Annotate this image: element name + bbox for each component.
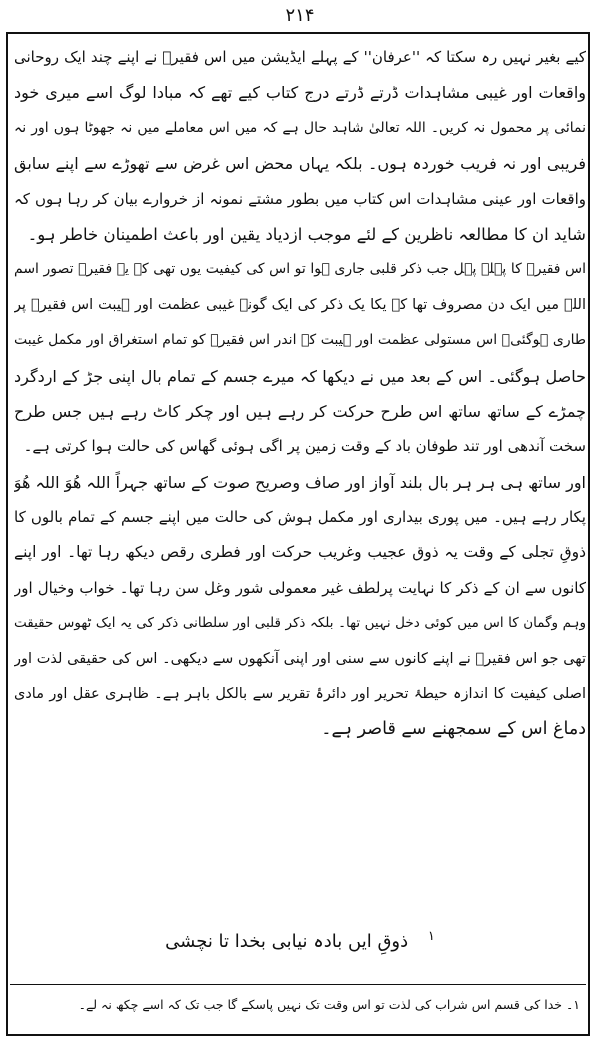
verse-text: ذوقِ ایں بادہ نیابی بخدا تا نچشی	[165, 931, 409, 952]
body-text	[14, 40, 586, 748]
text-line: پکار رہے ہیں۔ میں پوری بیداری اور مکمل ہوش کی حالت میں اپنے جسم کے تمام بالوں کا	[14, 508, 586, 527]
paragraph	[14, 40, 586, 252]
text-line: وہم وگمان کا اس میں کوئی دخل نہیں تھا۔ بلکہ ذکر قلبی اور سلطانی ذکر کی یہ ایک ٹھوس حقیقت	[14, 615, 586, 632]
page-number: ۲۱۴	[285, 5, 315, 26]
text-line: واقعات اور عینی مشاہدات اس کتاب میں بطور مشتے نمونہ از خروارے بیان کر رہا ہوں کہ	[14, 189, 586, 208]
text-line: سخت آندھی اور تند طوفان باد کے وقت زمین پر اگی ہوئی گھاس کی حالت ہوا کرتی ہے۔	[23, 437, 586, 456]
verse-marker: ۱	[427, 929, 435, 944]
footnote: ۱۔ خدا کی قسم اس شراب کی لذت تو اس وقت تک نہیں پاسکے گا جب تک کہ اسے چکھ نہ لے۔	[78, 997, 580, 1012]
text-line: اور ساتھ ہی ہر ہر بال بلند آواز اور صاف وصریح صوت کے ساتھ جہراً اللہ ھُوَ اللہ ھُوَ	[14, 472, 586, 492]
text-line: اصلی کیفیت کا اندازہ حیطۂ تحریر اور دائرۂ تقریر سے بالکل باہر ہے۔ ظاہری عقل اور مادی	[14, 686, 586, 703]
text-line: طاری ہوگئی۔ اس مستولی عظمت اور ہیبت کے اندر اس فقیرؒ کو تمام استغراق اور مکمل غیبت	[14, 332, 586, 349]
text-line: کانوں سے ان کے ذکر کا نہایت پرلطف غیر معمولی شور وغل سن رہا تھا۔ خواب وخیال اور	[14, 578, 586, 597]
text-line: ذوقِ تجلی کے وقت یہ ذوق عجیب وغریب حرکت اور فطری رقص دیکھ رہا تھا۔ اور اپنے	[14, 543, 586, 562]
text-line: دماغ اس کے سمجھنے سے قاصر ہے۔	[321, 719, 586, 740]
footnote-divider	[10, 984, 586, 985]
text-line: واقعات اور غیبی مشاہدات ڈرتے ڈرتے درج کتاب کیے تھے کہ مبادا لوگ اسے میری خود	[14, 83, 586, 103]
text-line: حاصل ہوگئی۔ اس کے بعد میں نے دیکھا کہ میرے جسم کے تمام بال اپنی جڑ کے اردگرد	[14, 366, 586, 386]
text-line: نمائی پر محمول نہ کریں۔ اللہ تعالیٰ شاہد حال ہے کہ میں اس معاملے میں نہ جھوٹا ہوں اور نہ	[14, 119, 586, 136]
verse-line	[0, 922, 600, 957]
text-line: اللہ میں ایک دن مصروف تھا کہ یکا یک ذکر کی ایک گونہ غیبی عظمت اور ہیبت اس فقیرؒ پر	[14, 296, 586, 313]
text-line: فریبی اور نہ فریب خوردہ ہوں۔ بلکہ یہاں محض اس غرض سے تھوڑے سے اپنے سابق	[14, 154, 586, 174]
text-line: کیے بغیر نہیں رہ سکتا کہ ''عرفان'' کے پہلے ایڈیشن میں اس فقیرؒ نے اپنے چند ایک روحانی	[14, 48, 586, 66]
text-line: تھی جو اس فقیرؒ نے اپنے کانوں سے سنی اور اپنی آنکھوں سے دیکھی۔ اس کی حقیقی لذت اور	[14, 650, 586, 667]
text-line: اس فقیرؒ کا پہلے پہل جب ذکر قلبی جاری ہوا تو اس کی کیفیت یوں تھی کہ یہ فقیرؒ تصور اسم	[14, 261, 586, 278]
paragraph	[14, 465, 586, 748]
text-line: شاید ان کا مطالعہ ناظرین کے لئے موجب ازدیاد یقین اور باعث اطمینان خاطر ہو۔	[27, 224, 586, 244]
text-line: چمڑے کے ساتھ ساتھ اس طرح حرکت کر رہے ہیں اور چکر کاٹ رہے ہیں جس طرح	[14, 401, 586, 421]
paragraph	[14, 252, 586, 464]
